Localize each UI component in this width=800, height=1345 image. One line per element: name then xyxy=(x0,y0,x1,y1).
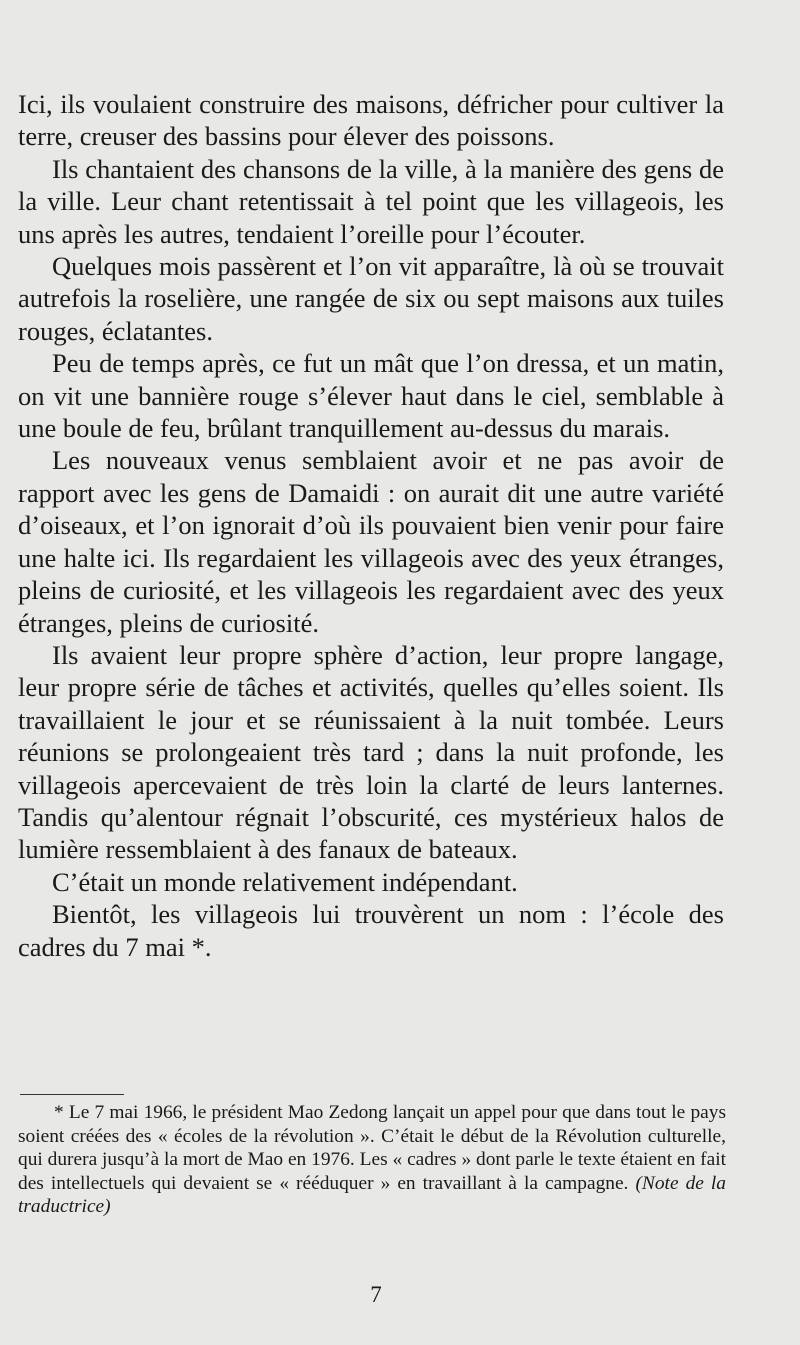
translator-note: (Note de la traductrice) xyxy=(18,1172,727,1218)
paragraph-8: Bientôt, les villageois lui trouvèrent un nom : l’école des cadres du 7 mai *. xyxy=(18,899,724,962)
footnote xyxy=(18,1101,726,1219)
paragraph-7: C’était un monde relativement indépendant. xyxy=(52,866,518,897)
paragraph-3: Quelques mois passèrent et l’on vit apparaître, là où se trouvait autrefois la roselière, une rangée de six ou sept maisons aux tuiles rouges, éclatantes. xyxy=(18,251,724,346)
paragraph-2: Ils chantaient des chansons de la ville, à la manière des gens de la ville. Leur chant retentissait à tel point que les villageois, les uns après les autres, tendaient l’oreille pour l’écouter. xyxy=(18,153,724,249)
paragraph-1: Ici, ils voulaient construire des maisons, défricher pour cultiver la terre, creuser des bassins pour élever des poissons. xyxy=(18,89,724,152)
paragraph-5: Les nouveaux venus semblaient avoir et ne pas avoir de rapport avec les gens de Damaidi : on aurait dit une autre variété d’oiseaux, et l’on ignorait d’où ils pouvaient bien venir pour faire une halte ici. Ils regardaient les villageois avec des yeux étranges, pleins de curiosité, et les villageois les regardaient avec des yeux étranges, pleins de curiosité. xyxy=(18,445,724,638)
main-text xyxy=(18,88,724,963)
paragraph-4: Peu de temps après, ce fut un mât que l’on dressa, et un matin, on vit une bannière rouge s’élever haut dans le ciel, semblable à une boule de feu, brûlant tranquillement au-dessus du marais. xyxy=(18,348,724,444)
page-number: 7 xyxy=(370,1282,382,1307)
footnote-text: * Le 7 mai 1966, le président Mao Zedong lançait un appel pour que dans tout le pays soient créées des « écoles de la révolution ». C’était le début de la Révolution culturelle, qui durera jusqu’à la mort de Mao en 1976. Les « cadres » dont parle le texte étaient en fait des intellectuels qui devaient se « rééduquer » en travaillant à la campagne. xyxy=(18,1102,726,1194)
footnote-divider xyxy=(20,1094,124,1095)
footnote-paragraph xyxy=(18,1101,726,1219)
paragraph-6: Ils avaient leur propre sphère d’action, leur propre langage, leur propre série de tâches et activités, quelles qu’elles soient. Ils travaillaient le jour et se réunissaient à la nuit tombée. Leurs réunions se prolongeaient très tard ; dans la nuit profonde, les villageois apercevaient de très loin la clarté de leurs lanternes. Tandis qu’alentour régnait l’obscurité, ces mystérieux halos de lumière ressemblaient à des fanaux de bateaux. xyxy=(18,639,724,865)
